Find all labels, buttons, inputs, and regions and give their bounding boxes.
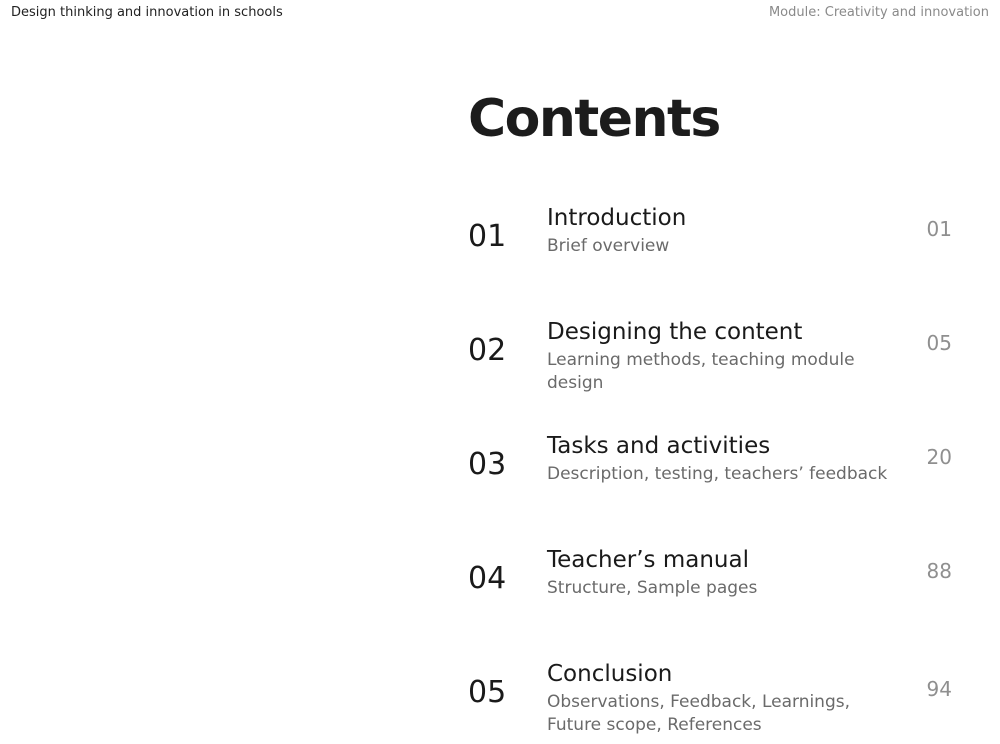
toc-entry-title: Teacher’s manual — [547, 547, 749, 573]
toc-entry-introduction[interactable] — [468, 205, 958, 305]
toc-entry-title: Conclusion — [547, 661, 673, 687]
toc-entry-number: 03 — [468, 447, 507, 482]
toc-entry-body — [547, 661, 909, 737]
module-label: Module: Creativity and innovation — [768, 5, 989, 20]
toc-entry-subtitle: Description, testing, teachers’ feedback — [547, 463, 888, 484]
page-title: Contents — [468, 89, 720, 149]
toc-entry-body — [547, 319, 909, 395]
document-header-title: Design thinking and innovation in schools — [11, 5, 283, 20]
toc-entry-teachers-manual[interactable] — [468, 547, 958, 647]
toc-entry-body — [547, 205, 909, 258]
toc-entry-subtitle: Structure, Sample pages — [547, 577, 758, 598]
toc-entry-body — [547, 433, 909, 486]
toc-entry-number: 04 — [468, 561, 507, 596]
toc-entry-number: 05 — [468, 675, 507, 710]
toc-entry-subtitle: Observations, Feedback, Learnings, Future scope, References — [547, 691, 851, 735]
toc-entry-title: Designing the content — [547, 319, 803, 345]
toc-entry-number: 01 — [468, 219, 507, 254]
toc-entry-subtitle: Brief overview — [547, 235, 670, 256]
toc-entry-conclusion[interactable] — [468, 661, 958, 744]
toc-entry-page-number: 94 — [926, 677, 952, 701]
toc-entry-page-number: 20 — [926, 445, 952, 469]
toc-entry-tasks-and-activities[interactable] — [468, 433, 958, 533]
toc-entry-number: 02 — [468, 333, 507, 368]
toc-entry-page-number: 05 — [926, 331, 952, 355]
toc-entry-page-number: 88 — [926, 559, 952, 583]
toc-entry-body — [547, 547, 909, 600]
toc-entry-title: Tasks and activities — [547, 433, 771, 459]
toc-entry-designing-the-content[interactable] — [468, 319, 958, 419]
toc-entry-title: Introduction — [547, 205, 687, 231]
toc-entry-subtitle: Learning methods, teaching module design — [547, 349, 855, 393]
toc-entry-page-number: 01 — [926, 217, 952, 241]
